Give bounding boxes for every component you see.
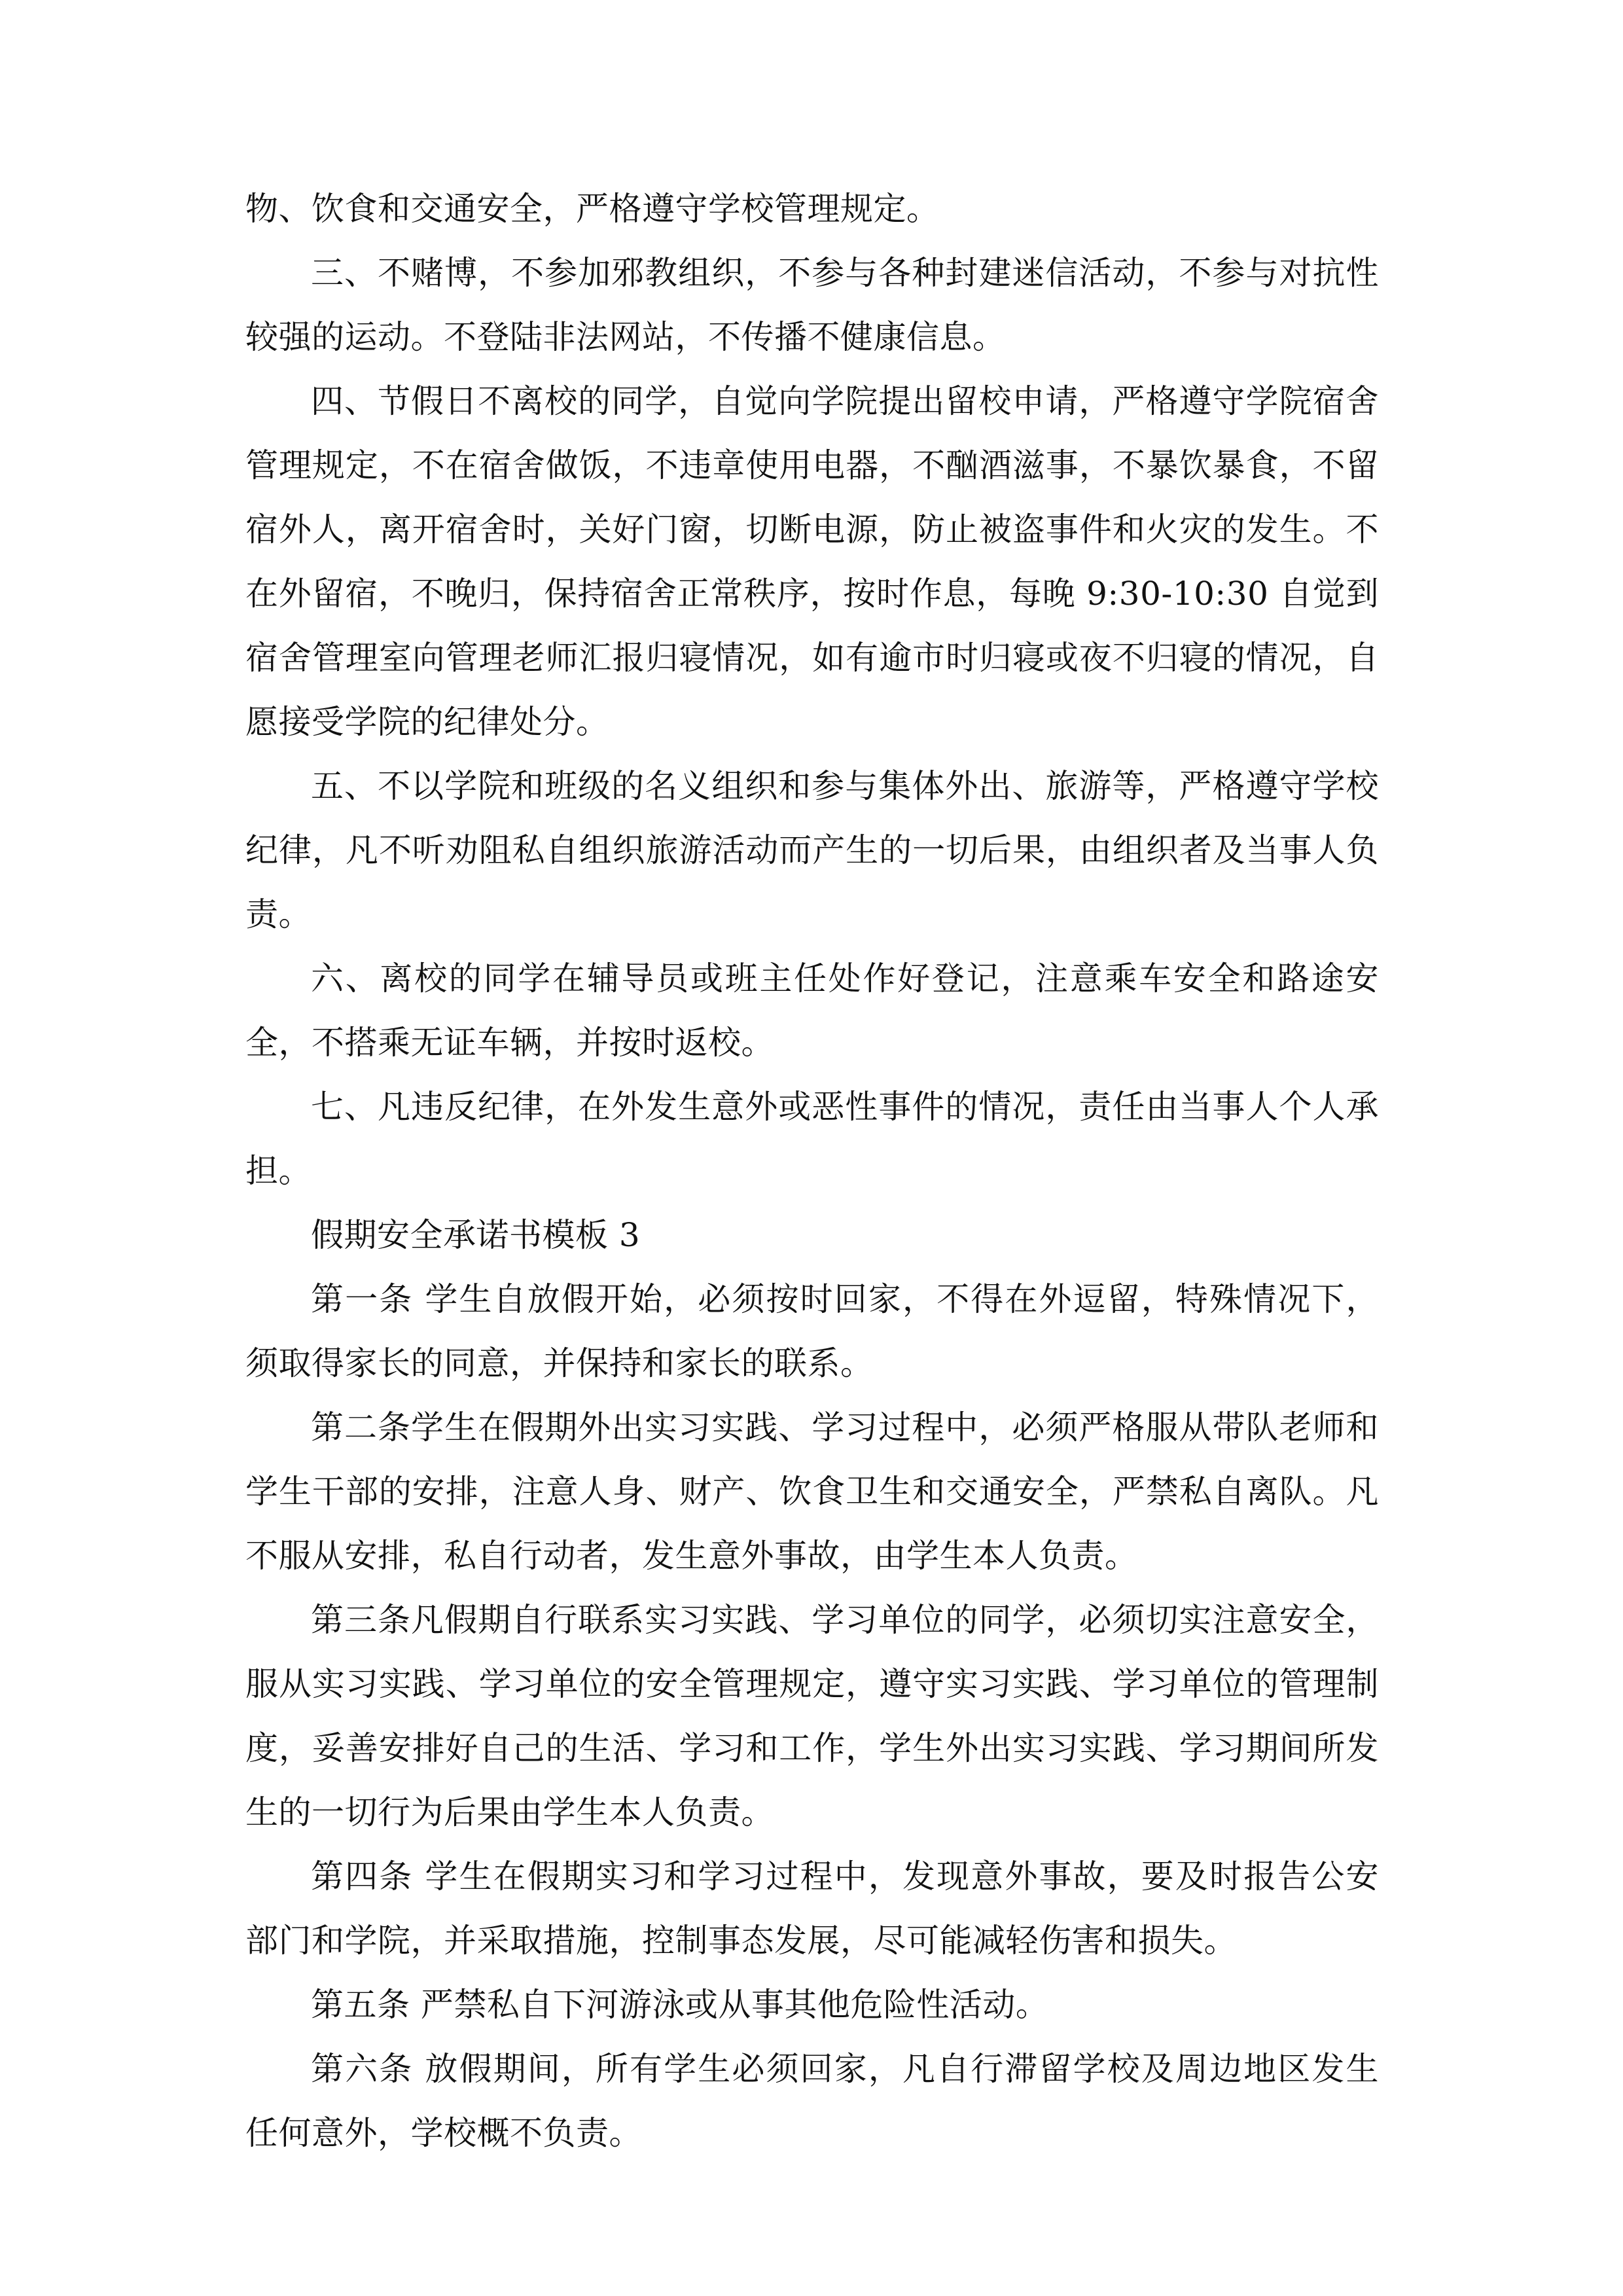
article-2: 第二条学生在假期外出实习实践、学习过程中，必须严格服从带队老师和学生干部的安排，注意人身、财产、饮食卫生和交通安全，严禁私自离队。凡不服从安排，私自行动者，发生意外事故，由学生本人负责。 bbox=[245, 1408, 1379, 1575]
paragraph-continuation: 物、饮食和交通安全，严格遵守学校管理规定。 bbox=[245, 190, 940, 228]
paragraph-item-7: 七、凡违反纪律，在外发生意外或恶性事件的情况，责任由当事人个人承担。 bbox=[245, 1088, 1379, 1190]
document-page bbox=[245, 177, 1379, 2165]
paragraph-item-4: 四、节假日不离校的同学，自觉向学院提出留校申请，严格遵守学院宿舍管理规定，不在宿舍做饭，不违章使用电器，不酗酒滋事，不暴饮暴食，不留宿外人，离开宿舍时，关好门窗，切断电源，防止被盗事件和火灾的发生。不在外留宿，不晚归，保持宿舍正常秩序，按时作息，每晚 9:30-10:30 自觉到宿舍管理室向管理老师汇报归寝情况，如有逾市时归寝或夜不归寝的情况，自愿接受学院的纪律处分。 bbox=[245, 382, 1379, 741]
paragraph-item-6: 六、离校的同学在辅导员或班主任处作好登记，注意乘车安全和路途安全，不搭乘无证车辆，并按时返校。 bbox=[245, 960, 1379, 1062]
section-heading: 假期安全承诺书模板 3 bbox=[311, 1216, 641, 1254]
article-3: 第三条凡假期自行联系实习实践、学习单位的同学，必须切实注意安全，服从实习实践、学习单位的安全管理规定，遵守实习实践、学习单位的管理制度，妥善安排好自己的生活、学习和工作，学生外出实习实践、学习期间所发生的一切行为后果由学生本人负责。 bbox=[245, 1601, 1379, 1831]
article-1: 第一条 学生自放假开始，必须按时回家，不得在外逗留，特殊情况下，须取得家长的同意，并保持和家长的联系。 bbox=[245, 1280, 1379, 1382]
paragraph-item-5: 五、不以学院和班级的名义组织和参与集体外出、旅游等，严格遵守学校纪律，凡不听劝阻私自组织旅游活动而产生的一切后果，由组织者及当事人负责。 bbox=[245, 767, 1379, 933]
article-6: 第六条 放假期间，所有学生必须回家，凡自行滞留学校及周边地区发生任何意外，学校概不负责。 bbox=[245, 2050, 1379, 2152]
article-4: 第四条 学生在假期实习和学习过程中，发现意外事故，要及时报告公安部门和学院，并采取措施，控制事态发展，尽可能减轻伤害和损失。 bbox=[245, 1857, 1379, 1960]
paragraph-item-3: 三、不赌博，不参加邪教组织，不参与各种封建迷信活动，不参与对抗性较强的运动。不登陆非法网站，不传播不健康信息。 bbox=[245, 254, 1379, 356]
article-5: 第五条 严禁私自下河游泳或从事其他危险性活动。 bbox=[311, 1986, 1049, 2024]
